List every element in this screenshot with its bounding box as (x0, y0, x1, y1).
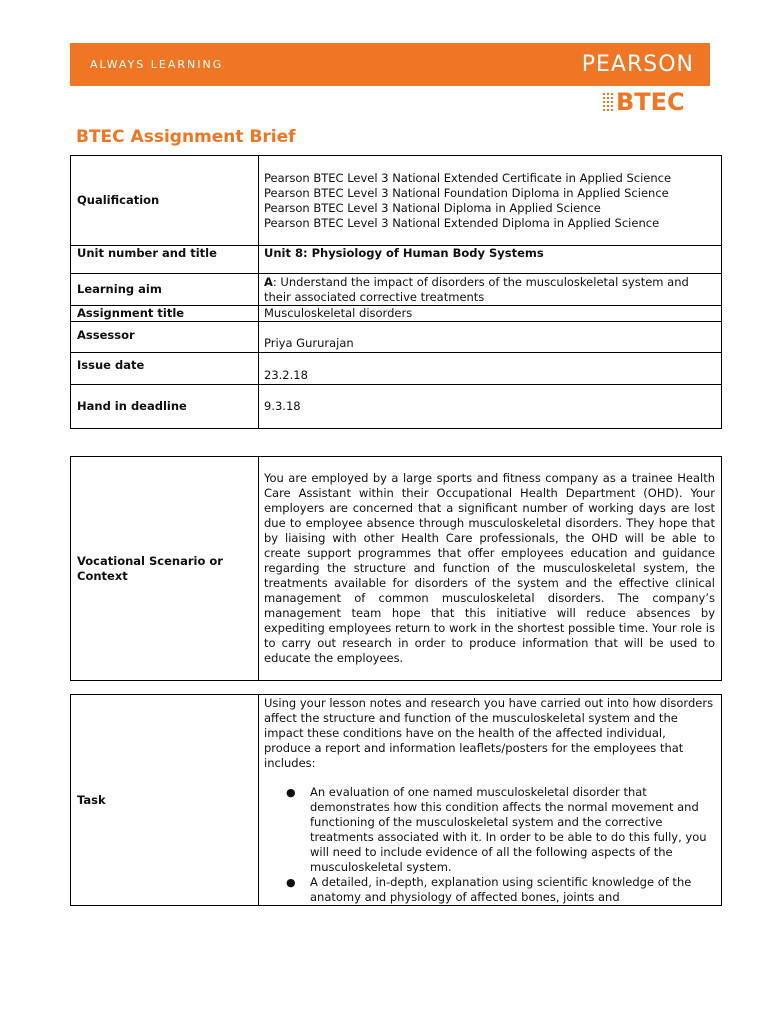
aim-text: : Understand the impact of disorders of the musculoskeletal system and their associated corrective treatments (264, 274, 689, 304)
btec-logo (602, 88, 702, 118)
task-table (70, 694, 722, 906)
task-bullet-list (264, 785, 715, 905)
issue-date-value: 23.2.18 (259, 353, 722, 385)
qualification-value (259, 156, 722, 246)
qualification-line: Pearson BTEC Level 3 National Diploma in Applied Science (264, 200, 601, 215)
scenario-text: You are employed by a large sports and fitness company as a trainee Health Care Assistant within their Occupational Health Department (OHD). Your employers are concerned that a significant number of working days are lost due to employee absence through musculoskeletal disorders. They hope that by liaising with other Health Care professionals, the OHD will be able to create support programmes that offer employees education and guidance regarding the structure and function of the musculoskeletal system, the treatments available for disorders of the system and the effective clinical management of common musculoskeletal disorders. The company’s management team hope that this initiative will reduce absences by expediting employees return to work in the shortest possible time. Your role is to carry out research in order to produce information that will be used to educate the employees. (259, 457, 722, 681)
assignment-value: Musculoskeletal disorders (259, 306, 722, 322)
aim-label: Learning aim (71, 274, 259, 306)
table-row (71, 353, 722, 385)
table-row (71, 695, 722, 906)
table-row (71, 246, 722, 274)
aim-value (259, 274, 722, 306)
unit-value: Unit 8: Physiology of Human Body Systems (259, 246, 722, 274)
table-row (71, 274, 722, 306)
task-content (259, 695, 722, 906)
aim-prefix: A (264, 274, 273, 289)
qualification-line: Pearson BTEC Level 3 National Foundation Diploma in Applied Science (264, 185, 669, 200)
btec-dots-icon (602, 92, 616, 114)
unit-label: Unit number and title (71, 246, 259, 274)
header-banner (70, 43, 710, 86)
bullet-text: A detailed, in-depth, explanation using scientific knowledge of the anatomy and physiology of affected bones, joints and (310, 875, 692, 904)
table-row (71, 457, 722, 681)
table-row (71, 156, 722, 246)
qualification-line: Pearson BTEC Level 3 National Extended Diploma in Applied Science (264, 215, 660, 230)
qualification-line: Pearson BTEC Level 3 National Extended Certificate in Applied Science (264, 170, 672, 185)
list-item (264, 875, 715, 905)
table-row (71, 306, 722, 322)
bullet-icon: ● (286, 786, 296, 799)
banner-tagline: ALWAYS LEARNING (90, 58, 224, 71)
bullet-text: An evaluation of one named musculoskeletal disorder that demonstrates how this condition affects the normal movement and functioning of the musculoskeletal system and the corrective treatments associated with it. In order to be able to do this fully, you will need to include evidence of all the following aspects of the musculoskeletal system. (310, 785, 707, 874)
deadline-value: 9.3.18 (259, 385, 722, 429)
task-label: Task (71, 695, 259, 906)
bullet-icon: ● (286, 876, 296, 889)
qualification-label: Qualification (71, 156, 259, 246)
assessor-value: Priya Gururajan (259, 322, 722, 353)
pearson-logo: PEARSON (581, 52, 694, 77)
deadline-label: Hand in deadline (71, 385, 259, 429)
details-table (70, 155, 722, 429)
assessor-label: Assessor (71, 322, 259, 353)
scenario-label: Vocational Scenario or Context (71, 457, 259, 681)
btec-logo-text: BTEC (616, 88, 685, 116)
assignment-label: Assignment title (71, 306, 259, 322)
table-row (71, 385, 722, 429)
page-title: BTEC Assignment Brief (76, 127, 296, 147)
issue-date-label: Issue date (71, 353, 259, 385)
scenario-table (70, 456, 722, 681)
table-row (71, 322, 722, 353)
list-item (264, 785, 715, 875)
task-intro: Using your lesson notes and research you have carried out into how disorders affect the structure and function of the musculoskeletal system and the impact these conditions have on the health of the affected individual, produce a report and information leaflets/posters for the employees that includes: (264, 696, 714, 770)
